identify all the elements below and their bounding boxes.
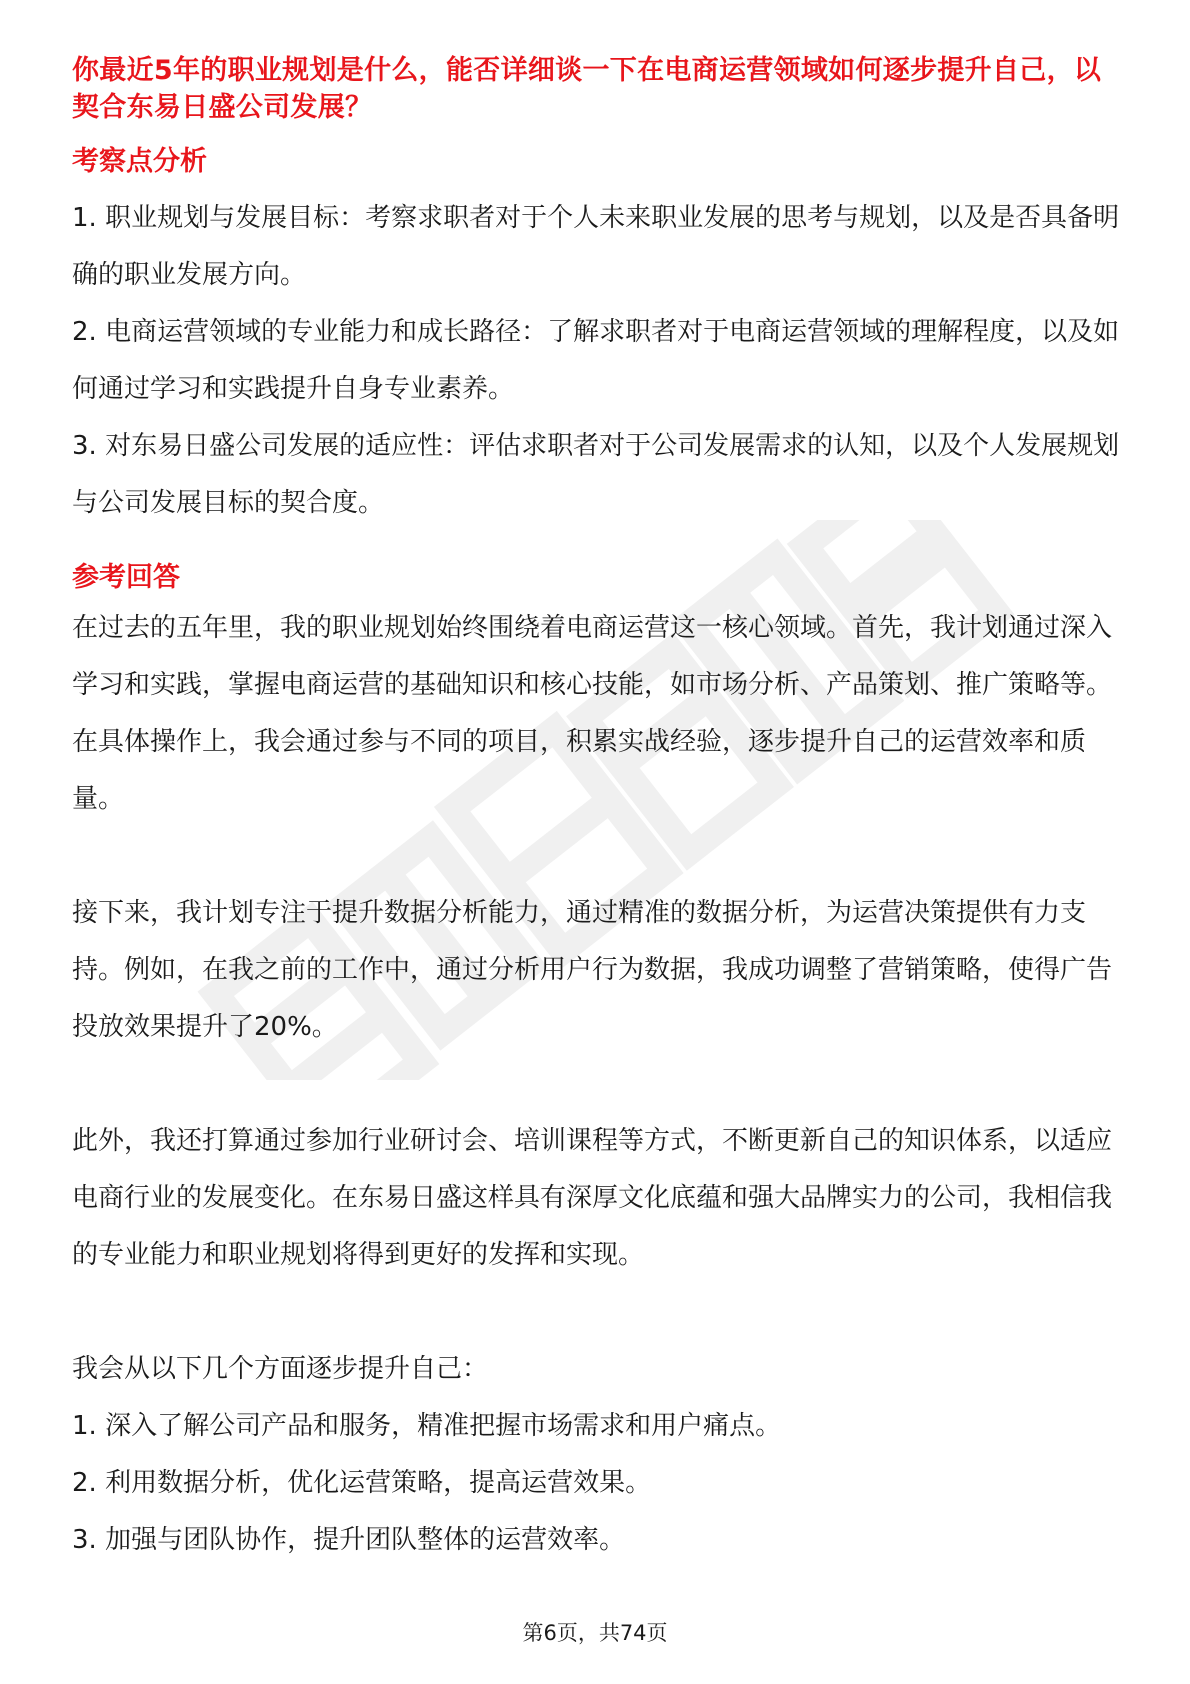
analysis-item: 3. 对东易日盛公司发展的适应性：评估求职者对于公司发展需求的认知，以及个人发展规划与公司发展目标的契合度。 xyxy=(72,431,1120,518)
paragraph-spacer xyxy=(72,828,1122,885)
analysis-item: 2. 电商运营领域的专业能力和成长路径：了解求职者对于电商运营领域的理解程度，以及如何通过学习和实践提升自身专业素养。 xyxy=(72,317,1120,404)
step-item: 3. 加强与团队协作，提升团队整体的运营效率。 xyxy=(72,1525,626,1555)
answer-paragraph: 接下来，我计划专注于提升数据分析能力，通过精准的数据分析，为运营决策提供有力支持。例如，在我之前的工作中，通过分析用户行为数据，我成功调整了营销策略，使得广告投放效果提升了20%。 xyxy=(72,898,1113,1042)
paragraph-spacer xyxy=(72,1284,1122,1341)
page-number: 第6页，共74页 xyxy=(522,1621,668,1645)
answer-heading: 参考回答 xyxy=(72,562,180,593)
analysis-heading: 考察点分析 xyxy=(72,146,207,177)
question-title: 你最近5年的职业规划是什么，能否详细谈一下在电商运营领域如何逐步提升自己，以契合东易日盛公司发展？ xyxy=(72,55,1102,123)
analysis-item: 1. 职业规划与发展目标：考察求职者对于个人未来职业发展的思考与规划，以及是否具备明确的职业发展方向。 xyxy=(72,203,1120,290)
analysis-list xyxy=(72,190,1122,532)
document-page xyxy=(72,52,1122,1569)
step-item: 1. 深入了解公司产品和服务，精准把握市场需求和用户痛点。 xyxy=(72,1411,782,1441)
steps-intro: 我会从以下几个方面逐步提升自己： xyxy=(72,1354,489,1384)
step-item: 2. 利用数据分析，优化运营策略，提高运营效果。 xyxy=(72,1468,652,1498)
answer-body xyxy=(72,600,1122,1569)
answer-paragraph: 在过去的五年里，我的职业规划始终围绕着电商运营这一核心领域。首先，我计划通过深入学习和实践，掌握电商运营的基础知识和核心技能，如市场分析、产品策划、推广策略等。在具体操作上，我会通过参与不同的项目，积累实战经验，逐步提升自己的运营效率和质量。 xyxy=(72,613,1113,814)
paragraph-spacer xyxy=(72,1056,1122,1113)
answer-paragraph: 此外，我还打算通过参加行业研讨会、培训课程等方式，不断更新自己的知识体系，以适应电商行业的发展变化。在东易日盛这样具有深厚文化底蕴和强大品牌实力的公司，我相信我的专业能力和职业规划将得到更好的发挥和实现。 xyxy=(72,1126,1113,1270)
